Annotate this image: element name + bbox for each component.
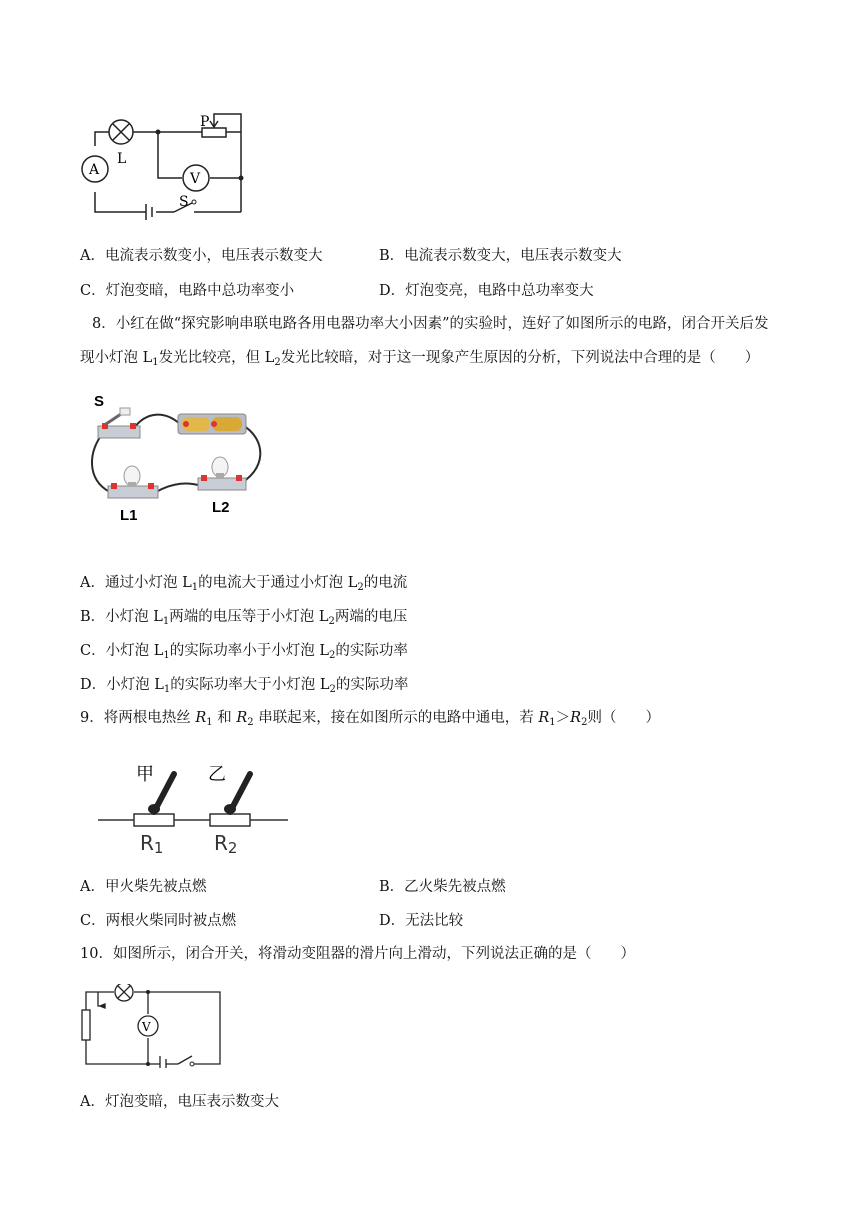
r2-label: R2 — [214, 831, 238, 856]
q8-option-b: B．小灯泡 $L_1$两端的电压等于小灯泡 $L_2$两端的电压 — [80, 609, 408, 627]
q10-circuit-diagram — [78, 984, 226, 1068]
q8-stem-line1: 8．小红在做“探究影响串联电路各用电器功率大小因素”的实验时，连好了如图所示的电路，闭合开关后发 — [92, 316, 769, 332]
match-jia-label: 甲 — [136, 764, 154, 785]
q7-option-d: D．灯泡变亮，电路中总功率变大 — [379, 283, 594, 299]
q9-option-c: C．两根火柴同时被点燃 — [80, 913, 237, 929]
switch-label: S — [179, 194, 189, 210]
l2-photo-label: L2 — [212, 499, 230, 516]
q9-resistor-diagram — [98, 760, 290, 856]
match-yi-icon — [224, 774, 250, 814]
q8-option-a: A．通过小灯泡 $L_1$的电流大于通过小灯泡 $L_2$的电流 — [80, 575, 408, 593]
q7-option-c: C．灯泡变暗，电路中总功率变小 — [80, 283, 295, 299]
q9-option-a: A．甲火柴先被点燃 — [80, 879, 207, 895]
switch-photo-label: S — [94, 393, 105, 410]
lamp-label: L — [117, 151, 127, 167]
q8-option-d: D．小灯泡 $L_1$的实际功率大于小灯泡 $L_2$的实际功率 — [80, 677, 409, 695]
q10-voltmeter-label: V — [142, 1020, 151, 1034]
q8-stem-line2: 现小灯泡 $L_1$发光比较亮，但 $L_2$发光比较暗，对于这一现象产生原因的分析，下列说法中合理的是（ ） — [80, 350, 760, 368]
q7-option-b: B．电流表示数变大，电压表示数变大 — [379, 248, 622, 264]
q10-option-a: A．灯泡变暗，电压表示数变大 — [80, 1094, 279, 1110]
l1-photo-label: L1 — [120, 507, 138, 522]
q7-option-a: A．电流表示数变小，电压表示数变大 — [80, 248, 323, 264]
lamp-icon — [109, 120, 133, 144]
q8-option-c: C．小灯泡 $L_1$的实际功率小于小灯泡 $L_2$的实际功率 — [80, 643, 408, 661]
q9-stem: 9．将两根电热丝 $R_1$ 和 $R_2$ 串联起来，接在如图所示的电路中通电，若 $R_1>R_2$则（ ） — [80, 710, 660, 728]
q8-circuit-photo — [84, 390, 284, 522]
r1-label: R1 — [140, 831, 164, 856]
match-yi-label: 乙 — [208, 764, 226, 785]
ammeter-label: A — [89, 162, 100, 178]
q9-option-d: D．无法比较 — [379, 913, 464, 929]
q7-circuit-diagram — [76, 108, 256, 220]
q9-option-b: B．乙火柴先被点燃 — [379, 879, 506, 895]
q10-stem: 10．如图所示，闭合开关，将滑动变阻器的滑片向上滑动，下列说法正确的是（ ） — [80, 946, 635, 962]
slider-label: P — [200, 114, 210, 130]
q10-lamp-icon — [115, 984, 133, 1001]
voltmeter-label: V — [190, 171, 201, 187]
